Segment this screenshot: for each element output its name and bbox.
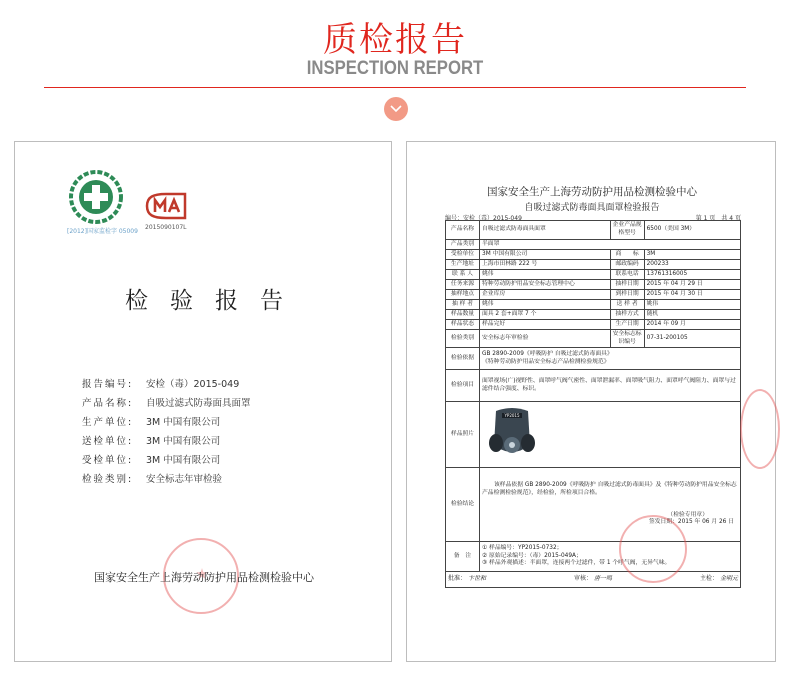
scroll-down-button[interactable] <box>384 97 408 121</box>
cell-value: 2014 年 09 月 <box>644 320 740 330</box>
table-row <box>446 320 741 330</box>
info-label: 产品名称: <box>82 398 134 409</box>
cell-label: 样品照片 <box>446 402 480 468</box>
cell-label: 检验类别 <box>446 330 480 348</box>
cell-value: 2015 年 04 月 30 日 <box>644 290 740 300</box>
cell-label: 送 样 者 <box>610 300 644 310</box>
cell-label: 商 标 <box>610 250 644 260</box>
table-row <box>446 221 741 240</box>
info-row <box>82 413 251 432</box>
cell-value: 企业库房 <box>480 290 611 300</box>
remark-line: ③ 样品外观描述：半面罩，连接两个过滤件，带 1 个呼气阀，无异气味。 <box>482 560 671 567</box>
cell-label: 检验项目 <box>446 370 480 402</box>
review-field <box>574 575 612 583</box>
cell-value: 6500（美国 3M） <box>644 221 740 240</box>
table-row <box>446 468 741 542</box>
cma-number: 2015090107L <box>145 224 187 231</box>
info-row <box>82 451 251 470</box>
cell-label: 安全标志标识编号 <box>610 330 644 348</box>
cell-label: 到样日期 <box>610 290 644 300</box>
info-label: 送检单位: <box>82 436 134 447</box>
cell-label: 样品状态 <box>446 320 480 330</box>
sign-date: 签发日期：2015 年 06 月 26 日 <box>648 519 734 526</box>
cell-label: 联 系 人 <box>446 270 480 280</box>
info-value: 3M 中国有限公司 <box>146 417 221 428</box>
cell-value <box>480 542 741 572</box>
cell-value: 3M 中国有限公司 <box>480 250 611 260</box>
page-indicator: 第 1 页 共 4 页 <box>695 215 741 222</box>
report-cover-page <box>14 141 392 662</box>
cell-label: 任务来源 <box>446 280 480 290</box>
cell-label: 备 注 <box>446 542 480 572</box>
photo-label: YP2015 <box>504 412 520 418</box>
info-label: 受检单位: <box>82 455 134 466</box>
red-seal-stamp-edge <box>740 389 780 469</box>
cell-value <box>480 348 741 370</box>
review-signature: 唐一鸣 <box>593 575 612 583</box>
info-label: 报告编号: <box>82 379 134 390</box>
info-value: 自吸过滤式防毒面具面罩 <box>146 398 251 409</box>
cert-caption: [2012]国家监检字 05009 <box>67 228 138 235</box>
cell-value: 安全标志年审检验 <box>480 330 611 348</box>
cell-value: 2015 年 04 月 29 日 <box>644 280 740 290</box>
basis-line: GB 2890-2009《呼吸防护 自吸过滤式防毒面具》 <box>482 350 613 357</box>
page-subtitle: INSPECTION REPORT <box>306 58 484 79</box>
table-row <box>446 572 741 588</box>
info-row <box>82 394 251 413</box>
table-row <box>446 300 741 310</box>
cell-label: 抽样日期 <box>610 280 644 290</box>
safety-cross-logo-icon <box>69 170 123 224</box>
table-row <box>446 240 741 250</box>
cover-title: 检验报告 <box>125 288 305 314</box>
remark-line: ② 原始记录编号：（毒）2015-049A； <box>482 552 582 559</box>
cell-label: 邮政编码 <box>610 260 644 270</box>
cell-label: 产品类别 <box>446 240 480 250</box>
table-row <box>446 270 741 280</box>
approve-signature: 卞世和 <box>467 575 486 583</box>
cell-value: 自吸过滤式防毒面具面罩 <box>480 221 611 240</box>
cell-label: 抽样地点 <box>446 290 480 300</box>
cover-info-list <box>82 375 251 489</box>
cell-value: 随机 <box>644 310 740 320</box>
inspect-field <box>700 575 738 583</box>
info-value: 3M 中国有限公司 <box>146 436 221 447</box>
conclusion-text: 该样品依据 GB 2890-2009《呼吸防护 自吸过滤式防毒面具》及《特种劳动防护用品安全标志产品检测检验规范》，经检验，所检项目合格。 <box>482 481 737 496</box>
cell-value: 上海市田林路 222 号 <box>480 260 611 270</box>
info-row <box>82 375 251 394</box>
cell-value: 面罩视场(广)视野性、面罩呼气阀气密性、面罩泄漏率、面罩吸气阻力、面罩呼气阀阻力、面罩与过滤件结合强度、标识。 <box>480 370 741 402</box>
cell-label: 联系电话 <box>610 270 644 280</box>
cell-label: 产品名称 <box>446 221 480 240</box>
info-row <box>82 470 251 489</box>
remark-line: ① 样品编号：YP2015-0732； <box>482 544 563 551</box>
cell-value: 13761316005 <box>644 270 740 280</box>
cell-value <box>480 468 741 542</box>
cell-label: 受检单位 <box>446 250 480 260</box>
cell-value: 3M <box>644 250 740 260</box>
cell-value: 200233 <box>644 260 740 270</box>
cell-value: 07-31-200105 <box>644 330 740 348</box>
cell-label: 样品数量 <box>446 310 480 320</box>
cell-label: 生产日期 <box>610 320 644 330</box>
table-row <box>446 290 741 300</box>
approve-field <box>448 575 486 583</box>
table-row <box>446 402 741 468</box>
issuing-organization: 国家安全生产上海劳动防护用品检测检验中心 <box>94 571 314 584</box>
report-detail-page <box>406 141 776 662</box>
info-label: 生产单位: <box>82 417 134 428</box>
respirator-mask-photo <box>482 405 542 461</box>
table-row <box>446 310 741 320</box>
inspect-signature: 金明元 <box>719 575 738 583</box>
approve-label: 批准： <box>448 575 467 583</box>
detail-organization: 国家安全生产上海劳动防护用品检测检验中心 <box>487 186 697 198</box>
page-title: 质检报告 <box>323 20 467 60</box>
cell-value: 姚伟 <box>644 300 740 310</box>
cma-logo-icon <box>143 192 189 220</box>
cell-label: 检验结论 <box>446 468 480 542</box>
basis-line: 《特种劳动防护用品安全标志产品检测检验规范》 <box>482 358 610 365</box>
detail-title: 自吸过滤式防毒面具面罩检验报告 <box>524 203 660 213</box>
inspect-label: 主检： <box>700 575 719 583</box>
table-row <box>446 250 741 260</box>
cell-value: 样品完好 <box>480 320 611 330</box>
cell-label: 企业产品规格型号 <box>610 221 644 240</box>
cell-label: 抽样方式 <box>610 310 644 320</box>
table-row <box>446 330 741 348</box>
report-number: 编号：安检（毒）2015-049 <box>445 215 522 222</box>
table-row <box>446 370 741 402</box>
header-divider <box>44 87 746 88</box>
info-value: 安检（毒）2015-049 <box>146 379 240 390</box>
cell-value: 面具 2 套+面罩 7 个 <box>480 310 611 320</box>
cell-value: 姚伟 <box>480 270 611 280</box>
chevron-down-icon <box>390 105 402 113</box>
cell-label: 检验依据 <box>446 348 480 370</box>
signature-row <box>446 572 741 588</box>
info-label: 检验类别: <box>82 474 134 485</box>
review-label: 审核： <box>574 575 593 583</box>
table-row <box>446 542 741 572</box>
info-value: 3M 中国有限公司 <box>146 455 221 466</box>
cell-label: 抽 样 者 <box>446 300 480 310</box>
table-row <box>446 280 741 290</box>
info-row <box>82 432 251 451</box>
cell-value: 特种劳动防护用品安全标志管理中心 <box>480 280 611 290</box>
seal-note: （检验专用章） <box>667 511 708 518</box>
cell-label: 生产地址 <box>446 260 480 270</box>
red-seal-stamp <box>619 515 687 583</box>
cell-value: 半面罩 <box>480 240 741 250</box>
table-row <box>446 348 741 370</box>
sample-photo-cell <box>480 402 741 468</box>
report-table <box>445 220 741 588</box>
table-row <box>446 260 741 270</box>
info-value: 安全标志年审检验 <box>146 474 223 485</box>
cell-value: 姚伟 <box>480 300 611 310</box>
